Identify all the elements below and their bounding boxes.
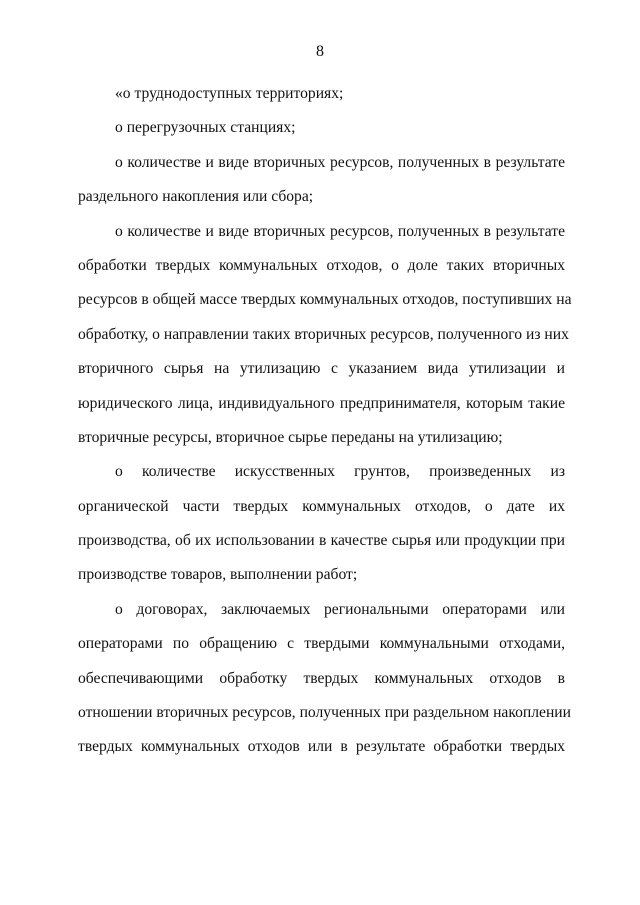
paragraph-artificial-soils	[78, 455, 565, 593]
text-line: раздельного накопления или сбора;	[78, 188, 314, 206]
text-line: твердых коммунальных отходов или в результате обработки твердых	[78, 738, 565, 756]
text-line: производстве товаров, выполнении работ;	[78, 566, 358, 584]
page-number: 8	[316, 43, 324, 60]
text-line: обеспечивающими обработку твердых коммунальных отходов в	[78, 669, 565, 687]
text-line: о количестве и виде вторичных ресурсов, полученных в результате	[115, 222, 565, 240]
text-line: о количестве и виде вторичных ресурсов, полученных в результате	[115, 153, 565, 171]
paragraph-hard-to-reach-territories	[78, 77, 565, 111]
text-line: о договорах, заключаемых региональными операторами или	[115, 600, 565, 618]
text-line: операторами по обращению с твердыми коммунальными отходами,	[78, 635, 565, 653]
text-line: вторичные ресурсы, вторичное сырье переданы на утилизацию;	[78, 428, 503, 446]
text-line: «о труднодоступных территориях;	[115, 85, 344, 102]
text-line: органической части твердых коммунальных отходов, о дате их	[78, 497, 565, 515]
paragraph-secondary-resources-processing	[78, 215, 572, 456]
paragraph-operator-contracts	[78, 593, 571, 765]
document-body	[78, 77, 572, 765]
text-line: обработки твердых коммунальных отходов, о доле таких вторичных	[78, 256, 565, 274]
text-line: отношении вторичных ресурсов, полученных при раздельном накоплении	[78, 704, 571, 722]
paragraph-transfer-stations	[78, 111, 565, 145]
text-line: юридического лица, индивидуального предпринимателя, которым такие	[78, 394, 565, 412]
text-line: вторичного сырья на утилизацию с указанием вида утилизации и	[78, 360, 565, 378]
text-line: ресурсов в общей массе твердых коммунальных отходов, поступивших на	[78, 291, 572, 309]
paragraph-secondary-resources-collection	[78, 146, 565, 215]
text-line: производства, об их использовании в качестве сырья или продукции при	[78, 532, 565, 550]
text-line: о перегрузочных станциях;	[115, 119, 296, 137]
text-line: обработку, о направлении таких вторичных ресурсов, полученного из них	[78, 325, 569, 343]
text-line: о количестве искусственных грунтов, произведенных из	[115, 463, 565, 481]
